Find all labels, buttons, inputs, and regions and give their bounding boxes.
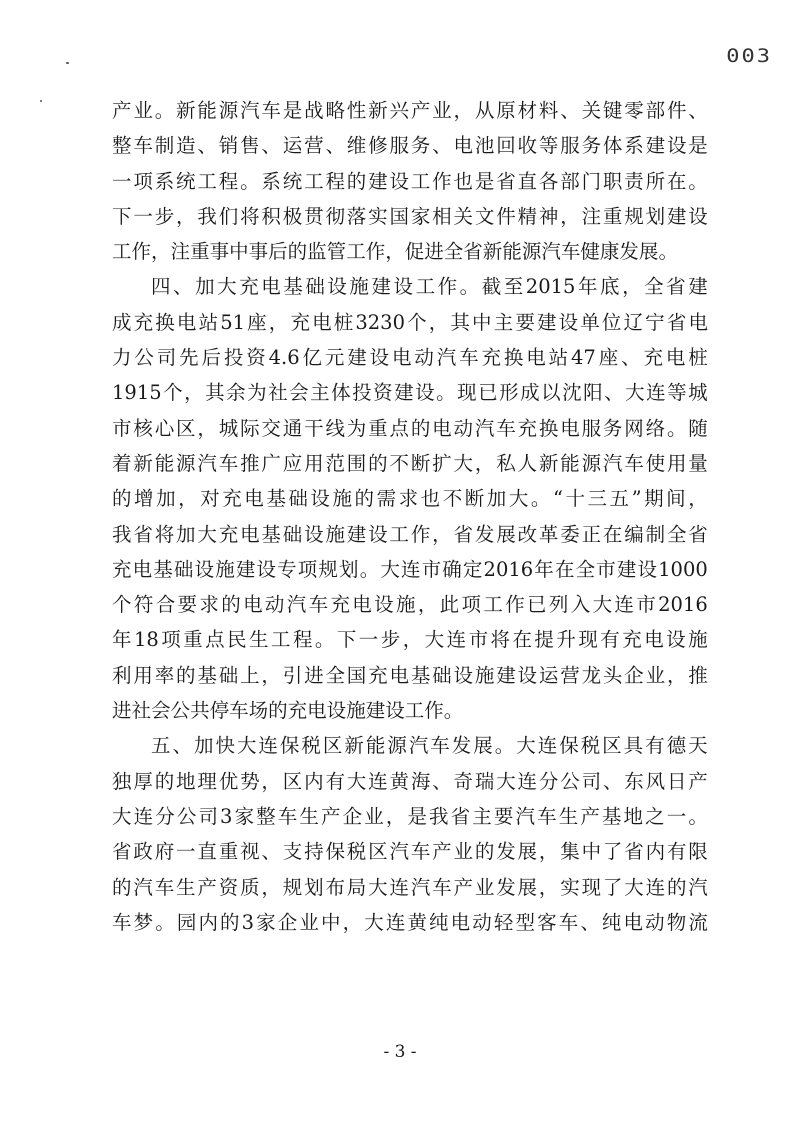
text-line: 整 车 制 造 、 销 售 、 运 营 、 维 修 服 务 、 电 池 回 收 等 服 务 体 系 建 设 是 <box>112 134 708 158</box>
archive-page-stamp: 003 <box>726 45 772 68</box>
text-line: 1915 个 ， 其 余 为 社 会 主 体 投 资 建 设 。 现 已 形 成 以 沈 阳 、 大 连 等 城 <box>112 381 708 405</box>
text-line: 的 增 加 ， 对 充 电 基 础 设 施 的 需 求 也 不 断 加 大 。 “ 十 三 五 ” 期 间 ， <box>112 487 708 511</box>
text-line: 车 梦 。 园 内 的 3 家 企 业 中 ， 大 连 黄 纯 电 动 轻 型 客 车 、 纯 电 动 物 流 <box>112 910 708 934</box>
text-line: 个 符 合 要 求 的 电 动 汽 车 充 电 设 施 ， 此 项 工 作 已 列 入 大 连 市 2016 <box>112 593 708 617</box>
paragraph <box>112 269 708 728</box>
text-line: 进 社 会 公 共 停 车 场 的 充 电 设 施 建 设 工 作 。 <box>112 699 464 723</box>
text-line: 着 新 能 源 汽 车 推 广 应 用 范 围 的 不 断 扩 大 ， 私 人 新 能 源 汽 车 使 用 量 <box>112 451 708 475</box>
text-line: 四 、 加 大 充 电 基 础 设 施 建 设 工 作 。 截 至 2015 年 底 ， 全 省 建 <box>151 275 708 299</box>
text-line: 年 18 项 重 点 民 生 工 程 。 下 一 步 ， 大 连 市 将 在 提 升 现 有 充 电 设 施 <box>112 628 708 652</box>
text-line: 五 、 加 快 大 连 保 税 区 新 能 源 汽 车 发 展 。 大 连 保 税 区 具 有 德 天 <box>151 734 708 758</box>
text-line: 大 连 分 公 司 3 家 整 车 生 产 企 业 ， 是 我 省 主 要 汽 车 生 产 基 地 之 一 。 <box>112 804 708 828</box>
paragraph <box>112 728 708 940</box>
text-line: 我 省 将 加 大 充 电 基 础 设 施 建 设 工 作 ， 省 发 展 改 革 委 正 在 编 制 全 省 <box>112 522 708 546</box>
text-line: 的 汽 车 生 产 资 质 ， 规 划 布 局 大 连 汽 车 产 业 发 展 ， 实 现 了 大 连 的 汽 <box>112 875 708 899</box>
text-line: 下 一 步 ， 我 们 将 积 极 贯 彻 落 实 国 家 相 关 文 件 精 神 ， 注 重 规 划 建 设 <box>112 204 708 228</box>
text-line: 成 充 换 电 站 51 座 ， 充 电 桩 3230 个 ， 其 中 主 要 建 设 单 位 辽 宁 省 电 <box>112 310 708 334</box>
scan-speck <box>66 62 69 64</box>
document-body <box>112 93 708 940</box>
text-line: 省 政 府 一 直 重 视 、 支 持 保 税 区 汽 车 产 业 的 发 展 ， 集 中 了 省 内 有 限 <box>112 840 708 864</box>
text-line: 力 公 司 先 后 投 资 4.6 亿 元 建 设 电 动 汽 车 充 换 电 站 47 座 、 充 电 桩 <box>112 346 708 370</box>
text-line: 充 电 基 础 设 施 建 设 专 项 规 划 。 大 连 市 确 定 2016 年 在 全 市 建 设 1000 <box>112 557 708 581</box>
text-line: 产 业 。 新 能 源 汽 车 是 战 略 性 新 兴 产 业 ， 从 原 材 料 、 关 键 零 部 件 、 <box>112 99 708 122</box>
text-line: 工 作 ， 注 重 事 中 事 后 的 监 管 工 作 ， 促 进 全 省 新 能 源 汽 车 健 康 发 展 。 <box>112 240 678 264</box>
text-line: 独 厚 的 地 理 优 势 ， 区 内 有 大 连 黄 海 、 奇 瑞 大 连 分 公 司 、 东 风 日 产 <box>112 769 708 793</box>
text-line: 市 核 心 区 ， 城 际 交 通 干 线 为 重 点 的 电 动 汽 车 充 换 电 服 务 网 络 。 随 <box>112 416 708 440</box>
paragraph <box>112 93 708 269</box>
text-line: 利 用 率 的 基 础 上 ， 引 进 全 国 充 电 基 础 设 施 建 设 运 营 龙 头 企 业 ， 推 <box>112 663 708 687</box>
scan-speck <box>40 100 42 102</box>
text-line: 一 项 系 统 工 程 。 系 统 工 程 的 建 设 工 作 也 是 省 直 各 部 门 职 责 所 在 。 <box>112 169 708 193</box>
page-number: - 3 - <box>383 1042 417 1062</box>
